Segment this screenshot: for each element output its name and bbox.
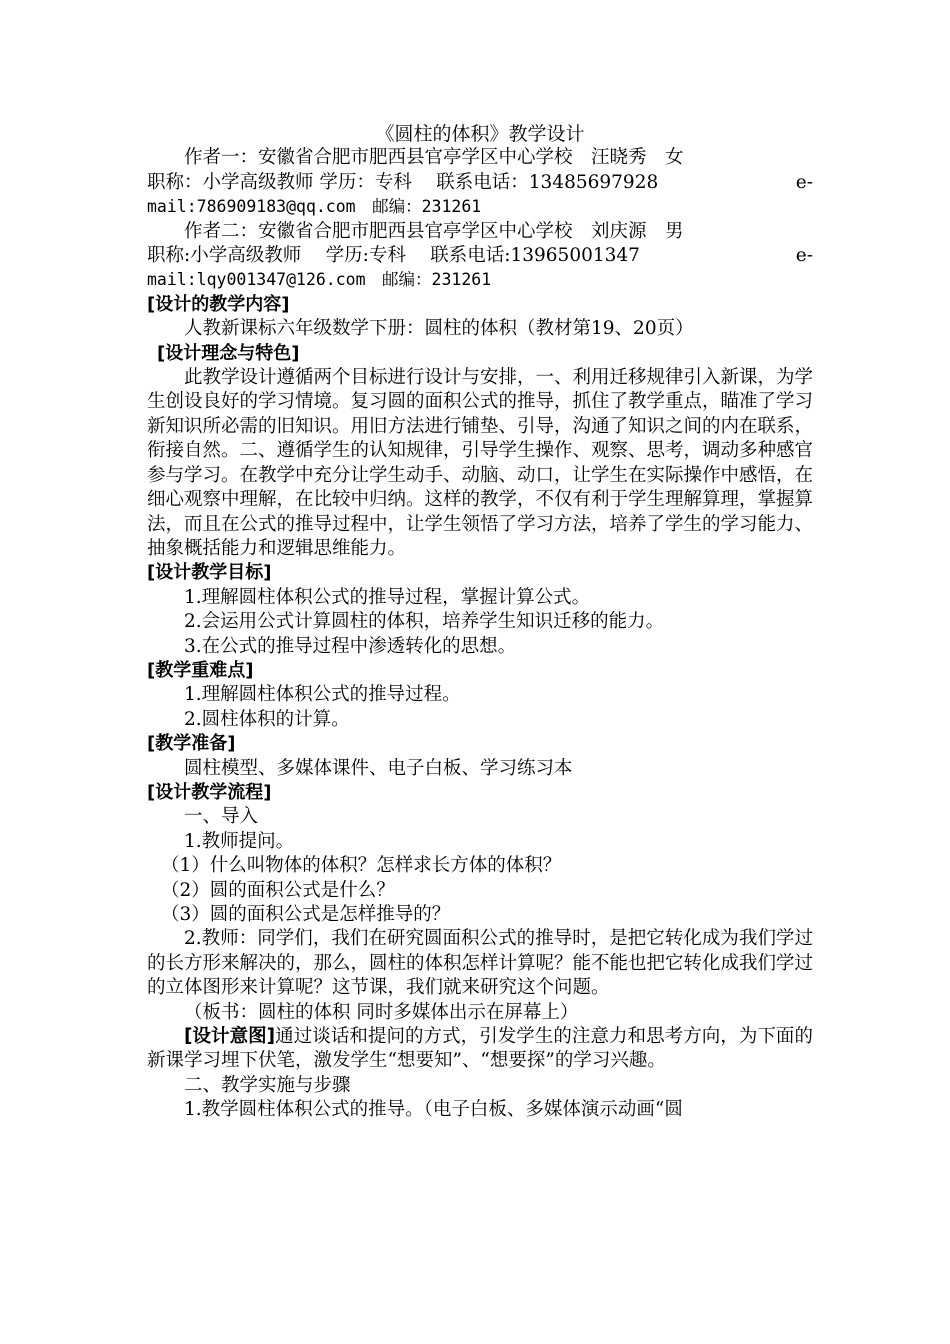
author2-email-line: mail:lqy001347@126.com 邮编：231261 — [147, 270, 492, 290]
idea-paragraph: 此教学设计遵循两个目标进行设计与安排，一、利用迁移规律引入新课，为学生创设良好的学习情境。复习圆的面积公式的推导，抓住了教学重点，瞄准了学习新知识所必需的旧知识。用旧方法进行铺垫、引导，沟通了知识之间的内在联系，衔接自然。二、遵循学生的认知规律，引导学生操作、观察、思考，调动多种感官参与学习。在教学中充分让学生动手、动脑、动口，让学生在实际操作中感悟，在细心观察中理解，在比较中归纳。这样的教学，不仅有利于学生理解算理，掌握算法，而且在公式的推导过程中，让学生领悟了学习方法，培养了学生的学习能力、抽象概括能力和逻辑思维能力。 — [147, 367, 814, 559]
section-heading-preparation: [教学准备] — [147, 733, 236, 755]
content-text: 人教新课标六年级数学下册：圆柱的体积（教材第19、20页） — [184, 318, 694, 340]
author1-email-line: mail:786909183@qq.com 邮编：231261 — [147, 197, 482, 217]
flow-step-implementation: 二、教学实施与步骤 — [184, 1074, 351, 1096]
key-point-item: 2.圆柱体积的计算。 — [184, 708, 350, 730]
teacher-speech-paragraph: 2.教师：同学们，我们在研究圆面积公式的推导时，是把它转化成为我们学过的长方形来解决的，那么，圆柱的体积怎样计算呢？能不能也把它转化成我们学过的立体图形来计算呢？这节课，我们就来研究这个问题。 — [147, 928, 814, 999]
section-heading-idea: [设计理念与特色] — [157, 342, 300, 364]
goal-item: 1.理解圆柱体积公式的推导过程，掌握计算公式。 — [184, 586, 591, 608]
flow-substep-question: 1.教师提问。 — [184, 830, 295, 852]
flow-step-intro: 一、导入 — [184, 806, 259, 828]
section-heading-goals: [设计教学目标] — [147, 562, 272, 584]
preparation-text: 圆柱模型、多媒体课件、电子白板、学习练习本 — [184, 757, 573, 779]
design-intent-text: 通过谈话和提问的方式，引发学生的注意力和思考方向，为下面的新课学习埋下伏笔，激发学生“想要知”、“想要探”的学习兴趣。 — [147, 1026, 813, 1072]
design-intent-paragraph — [147, 1025, 813, 1074]
question-item: （3）圆的面积公式是怎样推导的？ — [161, 904, 451, 925]
author2-email-prefix: e- — [795, 245, 813, 267]
goal-item: 2.会运用公式计算圆柱的体积，培养学生知识迁移的能力。 — [184, 611, 665, 633]
author1-email-prefix: e- — [795, 171, 813, 193]
key-point-item: 1.理解圆柱体积公式的推导过程。 — [184, 684, 461, 706]
section-heading-content: [设计的教学内容] — [147, 293, 290, 315]
author2-contact-line — [147, 244, 813, 268]
author1-name-line: 作者一：安徽省合肥市肥西县官亭学区中心学校 汪晓秀 女 — [184, 147, 684, 169]
goal-item: 3.在公式的推导过程中渗透转化的思想。 — [184, 635, 517, 657]
author2-title-phone: 职称:小学高级教师 学历:专科 联系电话:13965001347 — [147, 245, 640, 267]
question-item: （2）圆的面积公式是什么？ — [161, 879, 395, 901]
design-intent-label: [设计意图] — [184, 1026, 276, 1048]
section-heading-key-points: [教学重难点] — [147, 659, 254, 681]
document-title: 《圆柱的体积》教学设计 — [375, 123, 585, 145]
author1-title-phone: 职称：小学高级教师 学历：专科 联系电话：13485697928 — [147, 171, 659, 193]
question-item: （1）什么叫物体的体积？怎样求长方体的体积？ — [161, 855, 562, 877]
flow-substep-derivation: 1.教学圆柱体积公式的推导。（电子白板、多媒体演示动画“圆 — [184, 1099, 683, 1121]
board-note: （板书：圆柱的体积 同时多媒体出示在屏幕上） — [184, 1001, 579, 1023]
author1-contact-line — [147, 171, 813, 195]
author2-name-line: 作者二：安徽省合肥市肥西县官亭学区中心学校 刘庆源 男 — [184, 220, 684, 242]
document-page — [147, 122, 813, 1123]
section-heading-flow: [设计教学流程] — [147, 781, 272, 803]
